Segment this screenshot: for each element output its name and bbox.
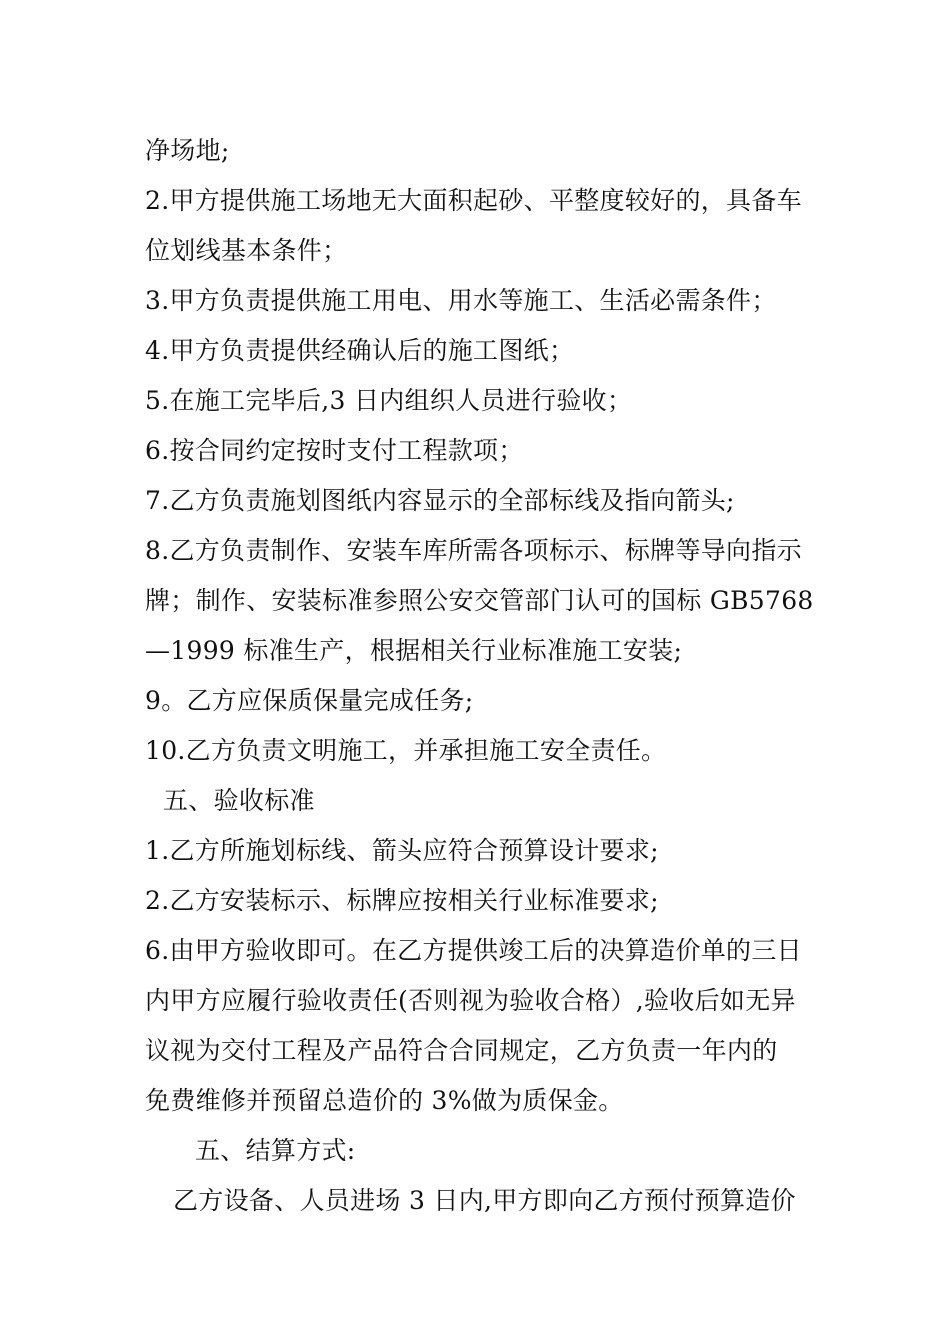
text-line: 10.乙方负责文明施工，并承担施工安全责任。 (145, 736, 667, 765)
text-line: 6.由甲方验收即可。在乙方提供竣工后的决算造价单的三日 (145, 936, 802, 965)
text-line: 8.乙方负责制作、安装车库所需各项标示、标牌等导向指示 (145, 536, 802, 565)
text-line: 6.按合同约定按时支付工程款项； (145, 436, 524, 465)
document-body (145, 126, 815, 1226)
text-line: 免费维修并预留总造价的 3%做为质保金。 (145, 1086, 624, 1115)
text-line: 5.在施工完毕后,3 日内组织人员进行验收； (145, 386, 633, 415)
text-line: 净场地; (145, 136, 230, 165)
text-line: 牌；制作、安装标准参照公安交管部门认可的国标 GB5768 (145, 586, 814, 615)
text-line: 议视为交付工程及产品符合合同规定，乙方负责一年内的 (145, 1036, 778, 1065)
text-line: 内甲方应履行验收责任(否则视为验收合格）,验收后如无异 (145, 986, 796, 1015)
text-line: 4.甲方负责提供经确认后的施工图纸； (145, 336, 575, 365)
text-line: 位划线基本条件； (145, 236, 348, 265)
text-line: 1.乙方所施划标线、箭头应符合预算设计要求; (145, 836, 659, 865)
text-line: 乙方设备、人员进场 3 日内,甲方即向乙方预付预算造价 (173, 1186, 796, 1215)
text-line: —1999 标准生产，根据相关行业标准施工安装; (145, 636, 683, 665)
text-line: 2.乙方安装标示、标牌应按相关行业标准要求; (145, 886, 659, 915)
text-line: 7.乙方负责施划图纸内容显示的全部标线及指向箭头; (145, 486, 735, 515)
section-heading: 五、结算方式: (195, 1136, 356, 1165)
text-line: 9。乙方应保质保量完成任务; (145, 686, 474, 715)
section-heading: 五、验收标准 (163, 786, 315, 815)
text-line: 3.甲方负责提供施工用电、用水等施工、生活必需条件； (145, 286, 777, 315)
text-line: 2.甲方提供施工场地无大面积起砂、平整度较好的，具备车 (145, 186, 802, 215)
